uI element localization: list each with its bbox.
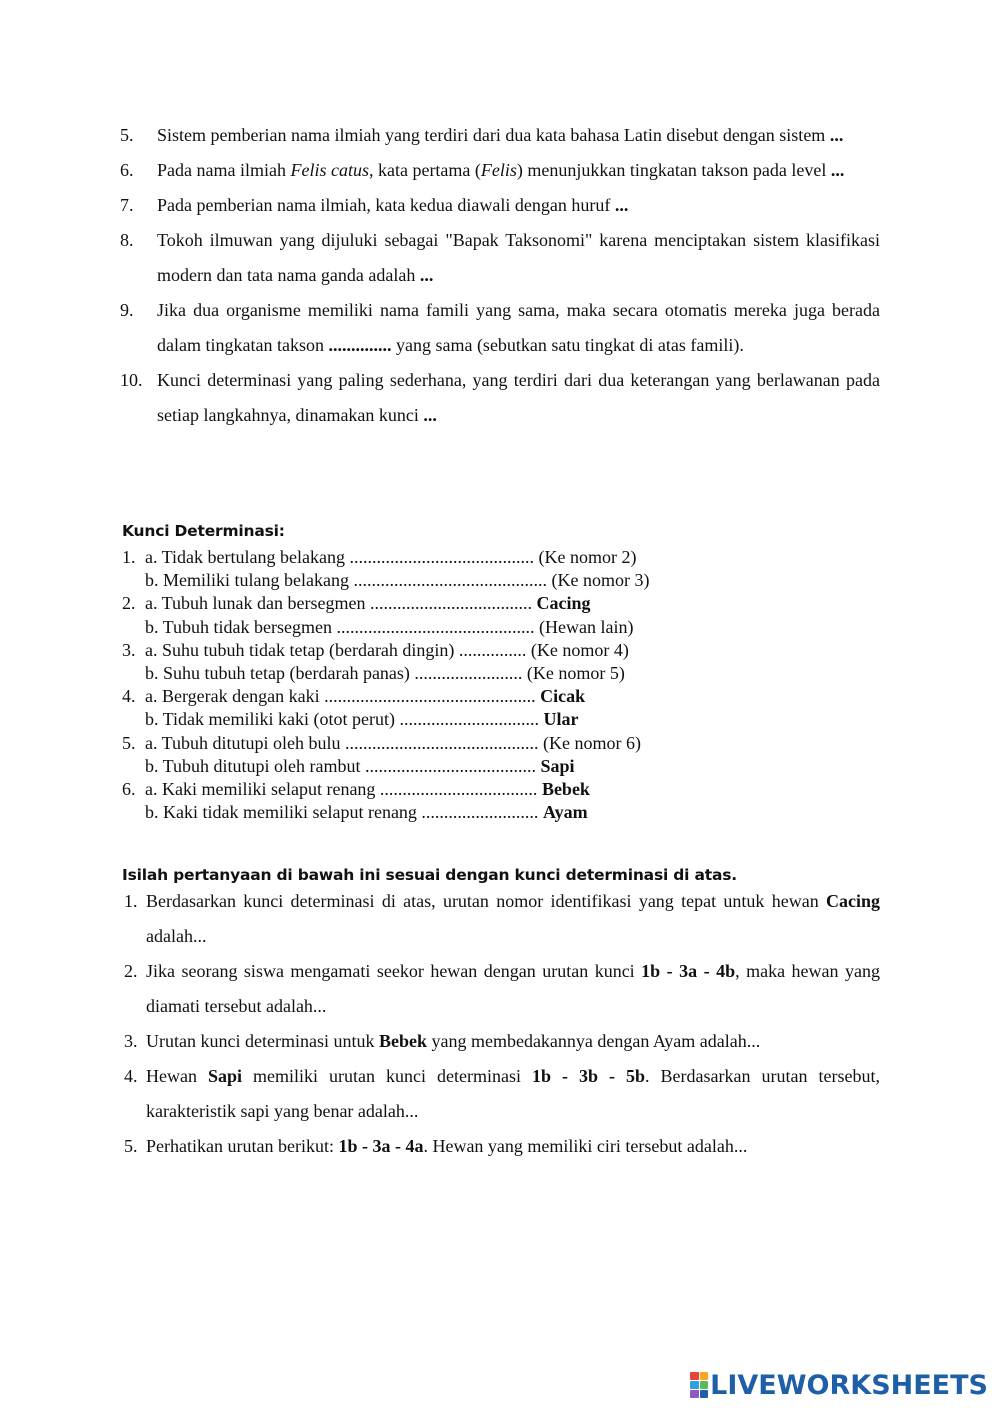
key-line: [122, 662, 822, 685]
key-number: 3.: [122, 639, 136, 660]
key-statement: b. Tidak memiliki kaki (otot perut) ...............................: [145, 709, 544, 730]
logo-mark-tile: [700, 1390, 709, 1398]
question-text: [157, 118, 880, 153]
key-number: [122, 801, 145, 824]
key-statement: b. Kaki tidak memiliki selaput renang ..........................: [145, 802, 543, 823]
text-segment: Perhatikan urutan berikut:: [146, 1136, 339, 1156]
question-item: [124, 1059, 880, 1129]
question-text: [157, 188, 880, 223]
key-line: [122, 546, 822, 569]
question-number: 3.: [124, 1031, 138, 1051]
key-statement: a. Tidak bertulang belakang .........................................: [145, 547, 539, 567]
key-result: Ayam: [542, 802, 588, 823]
key-number: [122, 755, 145, 778]
question-text: [146, 954, 880, 1024]
question-number: 8.: [120, 230, 134, 250]
question-number: 5.: [124, 1136, 138, 1156]
question-text: [146, 1059, 880, 1129]
key-number: [122, 662, 145, 685]
key-number: 5.: [122, 732, 136, 753]
instruction-heading: Isilah pertanyaan di bawah ini sesuai dengan kunci determinasi di atas.: [122, 866, 737, 884]
logo-text: LIVEWORKSHEETS: [710, 1369, 988, 1401]
question-number: 9.: [120, 300, 134, 320]
text-segment: Felis catus: [290, 160, 369, 180]
text-segment: 1b - 3b - 5b: [532, 1066, 646, 1086]
key-statement: a. Bergerak dengan kaki ...............................................: [145, 686, 541, 707]
text-segment: Pada nama ilmiah: [157, 160, 291, 180]
question-number: 1.: [124, 891, 138, 911]
key-line: [122, 616, 822, 639]
logo-mark-tile: [700, 1372, 709, 1380]
question-list-bottom: [124, 884, 880, 1164]
question-number: 10.: [120, 370, 143, 390]
text-segment: Hewan: [146, 1066, 208, 1086]
question-number: 7.: [120, 195, 134, 215]
key-heading: Kunci Determinasi:: [122, 522, 285, 540]
text-segment: Tokoh ilmuwan yang dijuluki sebagai "Bapak Taksonomi" karena menciptakan sistem klasifikasi modern dan tata nama ganda adalah: [157, 230, 880, 285]
key-result: (Ke nomor 5): [526, 663, 625, 684]
key-statement: a. Tubuh lunak dan bersegmen ....................................: [145, 593, 537, 614]
question-list-top: [120, 118, 880, 433]
key-number: 4.: [122, 686, 136, 707]
key-line: [122, 732, 822, 755]
key-result: (Hewan lain): [539, 616, 634, 637]
text-segment: Sapi: [207, 1066, 243, 1086]
logo-mark-icon: [690, 1372, 708, 1398]
logo-mark-tile: [690, 1372, 699, 1380]
text-segment: Bebek: [378, 1031, 427, 1051]
text-segment: 1b - 3a - 4b: [641, 961, 736, 981]
key-number: [122, 708, 145, 731]
key-number: [122, 616, 145, 639]
key-number: 2.: [122, 593, 136, 614]
key-result: Cacing: [536, 593, 591, 614]
key-statement: b. Tubuh ditutupi oleh rambut ......................................: [145, 755, 541, 776]
logo-mark-tile: [690, 1390, 699, 1398]
text-segment: ...: [419, 265, 434, 285]
text-segment: ...: [830, 160, 845, 180]
question-item: [120, 293, 880, 363]
question-item: [120, 153, 880, 188]
question-item: [124, 1129, 880, 1164]
text-segment: Kunci determinasi yang paling sederhana, yang terdiri dari dua keterangan yang berlawanan pada setiap langkahnya, dinamakan kunci: [157, 370, 880, 425]
question-item: [120, 223, 880, 293]
key-statement: a. Tubuh ditutupi oleh bulu ...........................................: [145, 732, 544, 753]
liveworksheets-logo[interactable]: [690, 1368, 988, 1402]
key-statement: a. Suhu tubuh tidak tetap (berdarah dingin) ...............: [145, 639, 531, 660]
key-result: (Ke nomor 2): [538, 547, 637, 567]
key-result: Ular: [543, 709, 579, 730]
key-line: [122, 708, 822, 731]
key-line: [122, 685, 822, 708]
text-segment: Jika dua organisme memiliki nama famili yang sama, maka secara otomatis mereka juga berada dalam tingkatan takson: [157, 300, 880, 355]
question-item: [124, 954, 880, 1024]
key-statement: b. Suhu tubuh tetap (berdarah panas) ........................: [145, 663, 527, 684]
key-result: Cicak: [540, 686, 586, 707]
text-segment: Urutan kunci determinasi untuk: [146, 1031, 379, 1051]
key-number: 6.: [122, 779, 136, 800]
text-segment: 1b - 3a - 4a: [338, 1136, 424, 1156]
text-segment: Jika seorang siswa mengamati seekor hewan dengan urutan kunci: [146, 961, 642, 981]
key-statement: b. Memiliki tulang belakang ...........................................: [145, 570, 552, 591]
question-text: [146, 1129, 880, 1164]
text-segment: . Hewan yang memiliki ciri tersebut adalah...: [423, 1136, 748, 1156]
text-segment: Sistem pemberian nama ilmiah yang terdiri dari dua kata bahasa Latin disebut dengan sistem: [157, 125, 830, 145]
question-number: 4.: [124, 1066, 138, 1086]
key-line: [122, 569, 822, 592]
text-segment: Felis: [480, 160, 517, 180]
key-line: [122, 755, 822, 778]
key-line: [122, 801, 822, 824]
question-text: [146, 1024, 880, 1059]
question-item: [120, 118, 880, 153]
key-line: [122, 592, 822, 615]
text-segment: Berdasarkan kunci determinasi di atas, urutan nomor identifikasi yang tepat untuk hewan: [146, 891, 826, 911]
key-statement: a. Kaki memiliki selaput renang ...................................: [145, 779, 542, 800]
text-segment: ) menunjukkan tingkatan takson pada level: [516, 160, 831, 180]
text-segment: . Berdasarkan urutan tersebut, karakteristik sapi yang benar adalah...: [146, 1066, 880, 1121]
question-text: [157, 293, 880, 363]
text-segment: Cacing: [826, 891, 880, 911]
key-result: Sapi: [540, 755, 575, 776]
key-result: (Ke nomor 4): [530, 639, 629, 660]
question-text: [157, 363, 880, 433]
question-text: [146, 884, 880, 954]
determination-key: [122, 546, 822, 824]
logo-mark-tile: [690, 1381, 699, 1389]
question-item: [124, 884, 880, 954]
text-segment: yang sama (sebutkan satu tingkat di atas famili).: [391, 335, 744, 355]
key-line: [122, 778, 822, 801]
text-segment: ...: [614, 195, 629, 215]
text-segment: Pada pemberian nama ilmiah, kata kedua diawali dengan huruf: [157, 195, 615, 215]
key-number: 1.: [122, 547, 136, 567]
key-result: Bebek: [541, 779, 590, 800]
key-line: [122, 639, 822, 662]
text-segment: yang membedakannya dengan Ayam adalah...: [426, 1031, 761, 1051]
text-segment: ...: [423, 405, 437, 425]
question-number: 2.: [124, 961, 138, 981]
key-number: [122, 569, 145, 592]
key-result: (Ke nomor 3): [551, 570, 650, 591]
text-segment: , maka hewan yang diamati tersebut adalah...: [146, 961, 880, 1016]
logo-mark-tile: [700, 1381, 709, 1389]
question-number: 5.: [120, 125, 134, 145]
text-segment: , kata pertama (: [368, 160, 481, 180]
text-segment: ..............: [328, 335, 392, 355]
question-text: [157, 223, 880, 293]
question-number: 6.: [120, 160, 134, 180]
text-segment: memiliki urutan kunci determinasi: [242, 1066, 532, 1086]
text-segment: ...: [829, 125, 844, 145]
question-item: [124, 1024, 880, 1059]
text-segment: adalah...: [146, 926, 207, 946]
key-result: (Ke nomor 6): [543, 732, 642, 753]
question-text: [157, 153, 880, 188]
question-item: [120, 363, 880, 433]
key-statement: b. Tubuh tidak bersegmen ............................................: [145, 616, 539, 637]
question-item: [120, 188, 880, 223]
